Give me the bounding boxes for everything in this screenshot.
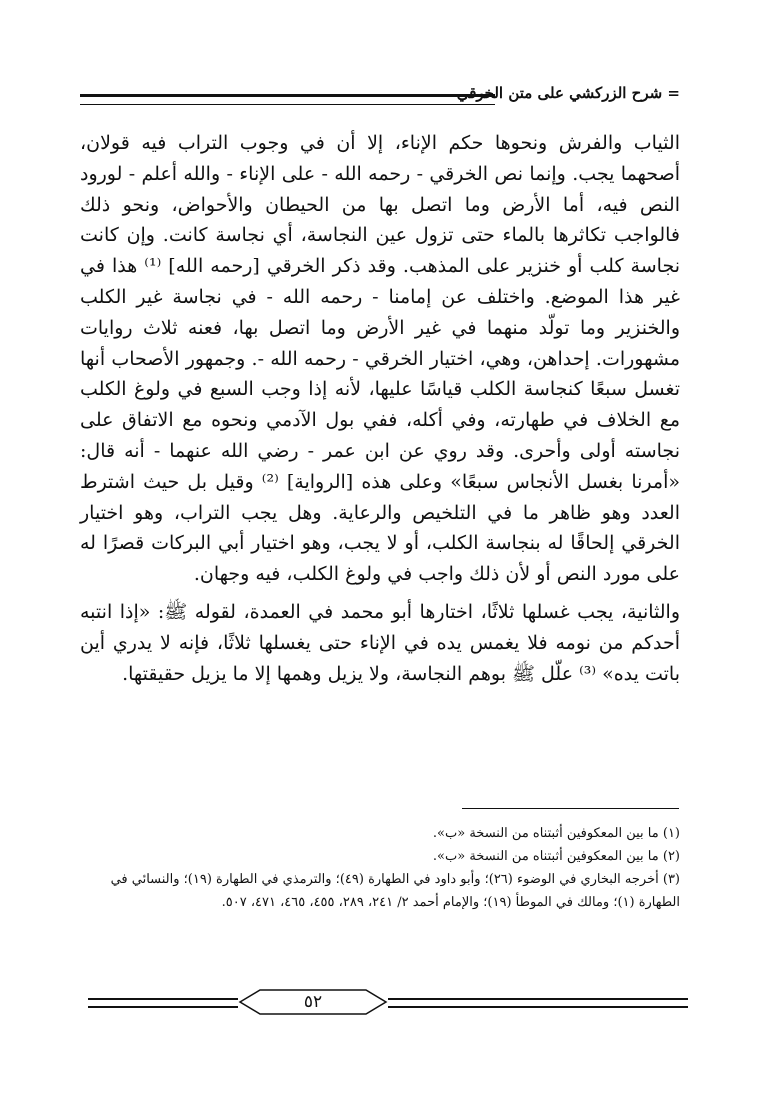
footnote: (١) ما بين المعكوفين أثبتناه من النسخة «ب».	[432, 826, 680, 841]
footer-rule-left	[88, 998, 238, 1008]
footnote-separator	[462, 808, 679, 809]
running-head-rule	[80, 94, 495, 105]
page-footer	[88, 988, 688, 1018]
footnote: (٢) ما بين المعكوفين أثبتناه من النسخة «ب».	[432, 849, 680, 864]
footer-rule-right	[388, 998, 688, 1008]
paragraph: والثانية، يجب غسلها ثلاثًا، اختارها أبو محمد في العمدة، لقوله ﷺ: «إذا انتبه أحدكم من نومه فلا يغمس يده في الإناء حتى يغسلها ثلاثًا، فإنه لا يدري أين باتت يده» ⁽³⁾ علّل ﷺ بوهم النجاسة، ولا يزيل وهمها إلا ما يزيل حقيقتها.	[80, 600, 680, 685]
body-text	[80, 128, 680, 689]
running-head-title: = شرح الزركشي على متن الخرقي	[456, 84, 680, 102]
page-number: ٥٢	[303, 992, 323, 1012]
page-number-frame	[238, 988, 388, 1016]
footnote: (٣) أخرجه البخاري في الوضوء (٢٦)؛ وأبو داود في الطهارة (٤٩)؛ والترمذي في الطهارة (١٩)؛ والنسائي في الطهارة (١)؛ ومالك في الموطأ (١٩)؛ والإمام أحمد ٢/ ٢٤١، ٢٨٩، ٤٥٥، ٤٦٥، ٤٧١، ٥٠٧.	[110, 872, 680, 910]
running-head	[80, 84, 680, 110]
paragraph: الثياب والفرش ونحوها حكم الإناء، إلا أن في وجوب التراب فيه قولان، أصحهما يجب. وإنما نص الخرقي - رحمه الله - على الإناء - والله أعلم - لورود النص فيه، أما الأرض وما اتصل بها من الحيطان والأحواض، ونحو ذلك فالواجب تكاثرها بالماء حتى تزول عين النجاسة، أي نجاسة كانت. وإن كانت نجاسة كلب أو خنزير على المذهب. وقد ذكر الخرقي [رحمه الله] ⁽¹⁾ هذا في غير هذا الموضع. واختلف عن إمامنا - رحمه الله - في نجاسة غير الكلب والخنزير وما تولّد منهما في غير الأرض وما اتصل بها، فعنه ثلاث روايات مشهورات. إحداهن، وهي، اختيار الخرقي - رحمه الله -. وجمهور الأصحاب أنها تغسل سبعًا كنجاسة الكلب قياسًا عليها، لأنه إذا وجب السبع في ولوغ الكلب مع الخلاف في طهارته، وفي أكله، ففي بول الآدمي ونحوه مع الاتفاق على نجاسته أولى وأحرى. وقد روي عن ابن عمر - رضي الله عنهما - أنه قال: «أمرنا بغسل الأنجاس سبعًا» وعلى هذه [الرواية] ⁽²⁾ وقيل بل حيث اشترط العدد وهو ظاهر ما في التلخيص والرعاية. وهل يجب التراب، وهو اختيار الخرقي إلحاقًا له بنجاسة الكلب، أو لا يجب، وهو اختيار أبي البركات قصرًا له على مورد النص أو لأن ذلك واجب في ولوغ الكلب، فيه وجهان.	[80, 132, 680, 586]
footnotes	[80, 822, 680, 914]
